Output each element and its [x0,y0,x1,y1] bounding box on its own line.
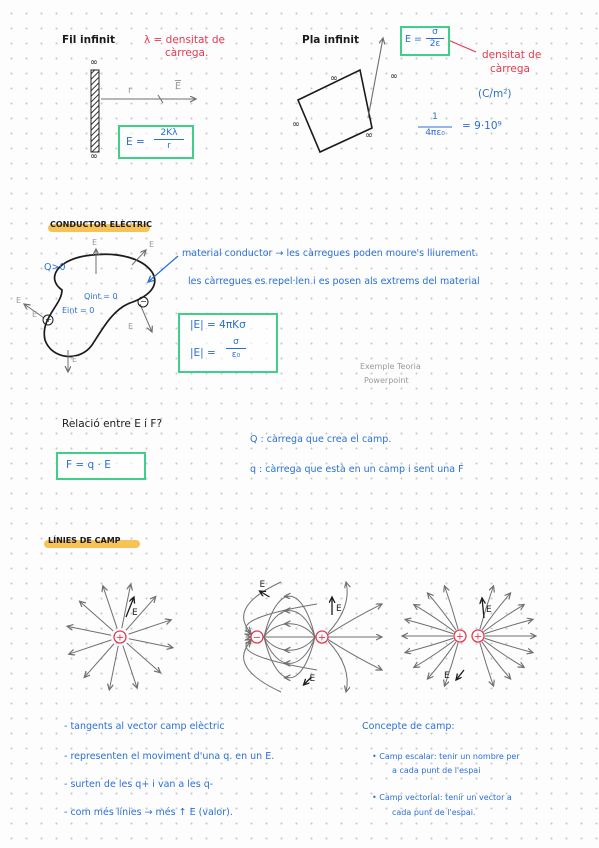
field-lines-single-charge [67,584,173,690]
negative-charge-sign: − [252,632,262,644]
concept-scalar: • Camp escalar: tenir un nombre per [372,752,520,761]
bullet-4: - com més línies → més ↑ E (valor). [64,807,233,818]
Q-definition: Q : càrrega que crea el camp. [250,434,392,445]
e-vector-2-label: E [444,671,450,681]
bullet-3: - surten de les q+ i van a les q- [64,779,214,790]
field-line [264,637,315,678]
field-line [103,586,117,629]
e-vector-2-label: E [336,604,342,614]
wire-formula-den: r [167,141,171,151]
e-vector [482,598,484,618]
relation-question: Relació entre E i F? [62,418,163,430]
concept-vector: • Camp vectorial: tenir un vector a [372,793,512,802]
wire-title: Fil infinit [62,34,115,46]
q-definition: q : càrrega que està en un camp i sent una F [250,464,464,475]
note-example-theory: Exemple Teoria [360,362,421,371]
conductor-e-5: E [128,322,134,331]
plane-formula-lhs: E = [405,34,422,45]
e-vector-3-label: E [309,674,316,684]
conductor-e-2: E [149,240,155,249]
field-lines-two-positive [402,586,536,686]
field-line [123,646,137,689]
field-line [129,620,172,634]
relation-formula: F = q · E [66,459,111,471]
field-line [84,644,114,678]
conductor-e-6: E [72,355,78,364]
field-line-out [328,639,382,670]
wire-infinity-top: ∞ [90,57,98,68]
field-line [485,619,533,633]
wire-formula-box [118,125,194,159]
field-line [264,596,315,637]
field-line [264,637,315,650]
field-line [122,584,131,628]
plane-title: Pla infinit [302,34,359,46]
plane-normal-arrow [368,38,383,118]
field-line [127,643,161,673]
conductor-heading: CONDUCTOR ELÈCTRIC [50,220,152,229]
wire-e-label: $\overline{E}$ [175,81,182,92]
field-line-in [246,604,317,635]
field-lines-dipole [244,580,382,692]
field-line [69,640,112,654]
concept-title: Concepte de camp: [362,721,455,732]
conductor-q-label: Q>0 [44,262,66,273]
field-line [405,619,453,633]
field-line [129,639,173,648]
field-line [264,624,315,637]
sigma-units: (C/m²) [478,88,512,100]
e-vector-label: E [486,605,492,615]
plane-infinity-3: ∞ [292,119,300,130]
field-line [482,642,511,679]
conductor-qint: Qint = 0 [84,292,118,301]
wire-infinity-bottom: ∞ [90,151,98,162]
field-line-out [328,641,347,692]
sigma-definition: densitat de [482,49,542,61]
conductor-formula-2-num: σ [226,338,246,349]
conductor-e-3: E [16,296,22,305]
conductor-formula-1: |E| = 4πKσ [190,319,246,331]
wire-r-label: r [128,85,132,96]
wire-formula-lhs: E = [126,136,145,148]
wire-formula-num: 2Kλ [154,129,184,140]
conductor-eint: Eint = 0 [62,306,95,315]
field-line [109,646,118,690]
positive-charge-1-sign: + [455,631,465,643]
plane-formula-den: 2ε [429,39,441,49]
plane-infinity-2: ∞ [390,71,398,82]
conductor-formula-2-den: ε₀ [231,350,241,360]
plane-infinity-4: ∞ [365,130,373,141]
positive-charge-sign: + [317,632,327,644]
conductor-description-1: material conductor → les càrregues poden moure's lliurement. [182,248,479,259]
field-line [405,638,453,652]
k-value: = 9·10⁹ [462,120,502,132]
field-lines-heading: LÍNIES DE CAMP [48,536,121,545]
wire-rod [91,70,99,152]
e-vector-label: E [259,580,266,590]
concept-vector-2: cada punt de l'espai. [392,808,476,817]
positive-charge-sign: + [115,632,125,644]
lambda-definition-2: càrrega. [165,47,209,59]
e-vector-label: E [132,608,138,618]
field-line [67,626,111,635]
relation-formula-box [56,452,146,480]
charge-right-sign: − [140,297,147,306]
conductor-pointer [148,256,178,282]
e-arrow-right [140,304,152,332]
field-line [427,642,456,679]
bullet-1: - tangents al vector camp elèctric [64,721,225,732]
conductor-e-1: E [92,238,98,247]
field-line [427,593,456,630]
plane-formula-num: σ [426,28,444,39]
lambda-definition: λ = densitat de [144,34,225,46]
conductor-formula-2-lhs: |E| = [190,347,216,359]
conductor-e-4: E [32,310,38,319]
field-line [485,638,533,652]
e-arrow-top-right [132,250,146,265]
conductor-formula-box [178,313,278,373]
k-num: 1 [432,112,438,122]
charge-left-sign: + [45,315,52,324]
field-line-in [246,639,317,670]
k-den: 4πε₀ [425,128,445,138]
bullet-2: - representen el moviment d'una q. en un E. [64,751,275,762]
e-vector [260,591,270,597]
note-powerpoint: Powerpoint [364,376,409,385]
positive-charge-2-sign: + [473,631,483,643]
field-line [126,597,156,631]
plane-formula-box [400,26,450,56]
field-line [80,601,114,631]
e-vector-2 [456,670,464,680]
concept-scalar-2: a cada punt de l'espai [392,766,481,775]
sigma-definition-2: càrrega [490,63,530,75]
plane-infinity-1: ∞ [330,73,338,84]
conductor-description-2: les càrregues es repel·len i es posen als extrems del material [188,276,480,287]
sigma-pointer [448,40,476,52]
